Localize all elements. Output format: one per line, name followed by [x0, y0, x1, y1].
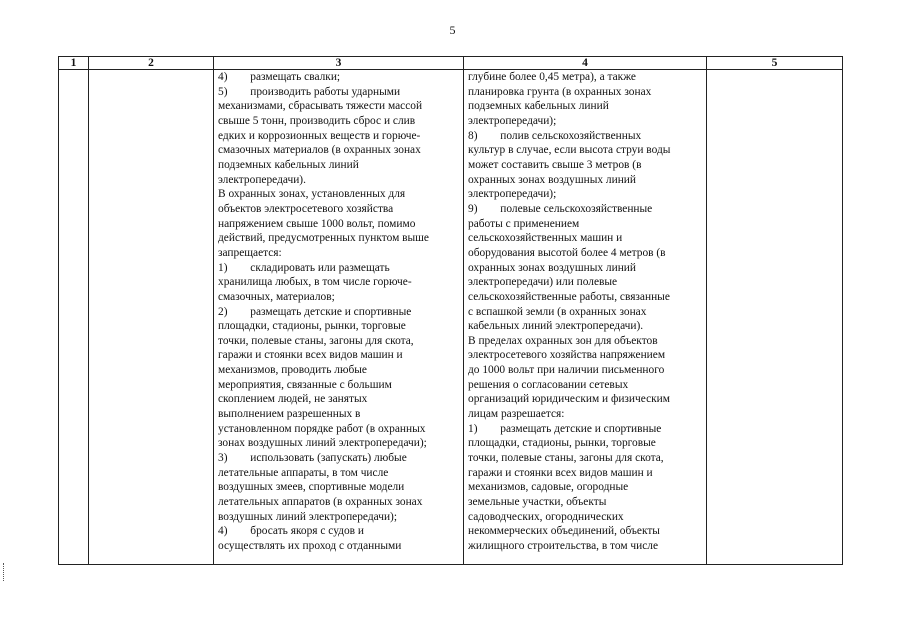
column-header-1: 1	[59, 57, 89, 70]
text-line: 5) производить работы ударными	[218, 85, 401, 98]
cell-column-1	[59, 70, 89, 565]
text-line: напряжением свыше 1000 вольт, помимо	[218, 217, 416, 230]
text-line: культур в случае, если высота струи воды	[468, 144, 671, 157]
column-4-text	[464, 70, 706, 564]
table-header-row	[59, 57, 843, 70]
text-line: В пределах охранных зон для объектов	[468, 334, 658, 347]
text-line: 3) использовать (запускать) любые	[218, 452, 407, 465]
text-line: планировка грунта (в охранных зонах	[468, 85, 652, 98]
text-line: мероприятия, связанные с большим	[218, 378, 392, 391]
text-line: организаций юридическим и физическим	[468, 393, 670, 406]
regulation-table	[58, 56, 843, 565]
cell-column-4	[464, 70, 707, 565]
table-row	[59, 70, 843, 565]
text-line: запрещается:	[218, 246, 282, 259]
text-line: точки, полевые станы, загоны для скота,	[218, 334, 414, 347]
text-line: решения о согласовании сетевых	[468, 378, 629, 391]
text-line: гаражи и стоянки всех видов машин и	[468, 466, 653, 479]
text-line: свыше 5 тонн, производить сброс и слив	[218, 114, 416, 127]
text-line: летательных аппаратов (в охранных зонах	[218, 496, 423, 509]
text-line: может составить свыше 3 метров (в	[468, 158, 642, 171]
text-line: летательные аппараты, в том числе	[218, 466, 389, 479]
text-line: садоводческих, огороднических	[468, 510, 624, 523]
text-line: 4) бросать якоря с судов и	[218, 525, 364, 538]
text-line: смазочных, материалов;	[218, 290, 335, 303]
text-line: работы с применением	[468, 217, 580, 230]
page-number: 5	[449, 23, 456, 37]
text-line: подземных кабельных линий	[468, 100, 609, 113]
text-line: жилищного строительства, в том числе	[468, 540, 659, 552]
column-header-3: 3	[214, 57, 464, 70]
text-line: оборудования высотой более 4 метров (в	[468, 246, 666, 259]
text-line: электропередачи);	[468, 114, 557, 127]
text-line: хранилища любых, в том числе горюче-	[218, 276, 412, 289]
text-line: глубине более 0,45 метра), а также	[468, 71, 636, 83]
text-line: гаражи и стоянки всех видов машин и	[218, 349, 403, 362]
text-line: сельскохозяйственных машин и	[468, 232, 623, 245]
text-line: 1) размещать детские и спортивные	[468, 422, 662, 435]
text-line: едких и коррозионных веществ и горюче-	[218, 129, 421, 142]
column-header-2: 2	[89, 57, 214, 70]
text-line: установленном порядке работ (в охранных	[218, 422, 426, 435]
text-line: воздушных линий электропередачи);	[218, 510, 398, 523]
column-header-5: 5	[707, 57, 843, 70]
text-line: механизмов, садовые, огородные	[468, 481, 629, 494]
cell-column-2	[89, 70, 214, 565]
text-line: смазочных материалов (в охранных зонах	[218, 144, 421, 157]
text-line: охранных зонах воздушных линий	[468, 261, 636, 274]
text-line: кабельных линий электропередачи).	[468, 320, 644, 333]
text-line: с вспашкой земли (в охранных зонах	[468, 305, 647, 318]
text-line: электросетевого хозяйства напряжением	[468, 349, 666, 362]
column-header-4: 4	[464, 57, 707, 70]
text-line: зонах воздушных линий электропередачи);	[218, 437, 427, 450]
text-line: В охранных зонах, установленных для	[218, 188, 406, 201]
text-line: действий, предусмотренных пунктом выше	[218, 232, 429, 245]
text-line: 9) полевые сельскохозяйственные	[468, 202, 653, 215]
text-line: 2) размещать детские и спортивные	[218, 305, 412, 318]
text-line: скоплением людей, не занятых	[218, 393, 368, 406]
text-line: сельскохозяйственные работы, связанные	[468, 290, 670, 303]
text-line: 8) полив сельскохозяйственных	[468, 129, 642, 142]
cell-column-3	[214, 70, 464, 565]
text-line: охранных зонах воздушных линий	[468, 173, 636, 186]
text-line: электропередачи) или полевые	[468, 276, 618, 289]
margin-mark	[3, 563, 7, 581]
text-line: до 1000 вольт при наличии письменного	[468, 364, 665, 377]
text-line: электропередачи);	[468, 188, 557, 201]
text-line: площадки, стадионы, рынки, торговые	[218, 320, 406, 333]
text-line: осуществлять их проход с отданными	[218, 540, 402, 552]
text-line: воздушных змеев, спортивные модели	[218, 481, 405, 494]
text-line: 4) размещать свалки;	[218, 71, 341, 83]
text-line: некоммерческих объединений, объекты	[468, 525, 660, 538]
text-line: механизмами, сбрасывать тяжести массой	[218, 100, 423, 113]
text-line: земельные участки, объекты	[468, 496, 607, 509]
text-line: механизмов, проводить любые	[218, 364, 367, 377]
text-line: объектов электросетевого хозяйства	[218, 202, 394, 215]
text-line: 1) складировать или размещать	[218, 261, 390, 274]
text-line: электропередачи).	[218, 173, 306, 186]
column-3-text	[214, 70, 463, 564]
text-line: подземных кабельных линий	[218, 158, 359, 171]
text-line: выполнением разрешенных в	[218, 408, 361, 421]
cell-column-5	[707, 70, 843, 565]
text-line: лицам разрешается:	[468, 408, 565, 421]
text-line: точки, полевые станы, загоны для скота,	[468, 452, 664, 465]
text-line: площадки, стадионы, рынки, торговые	[468, 437, 656, 450]
